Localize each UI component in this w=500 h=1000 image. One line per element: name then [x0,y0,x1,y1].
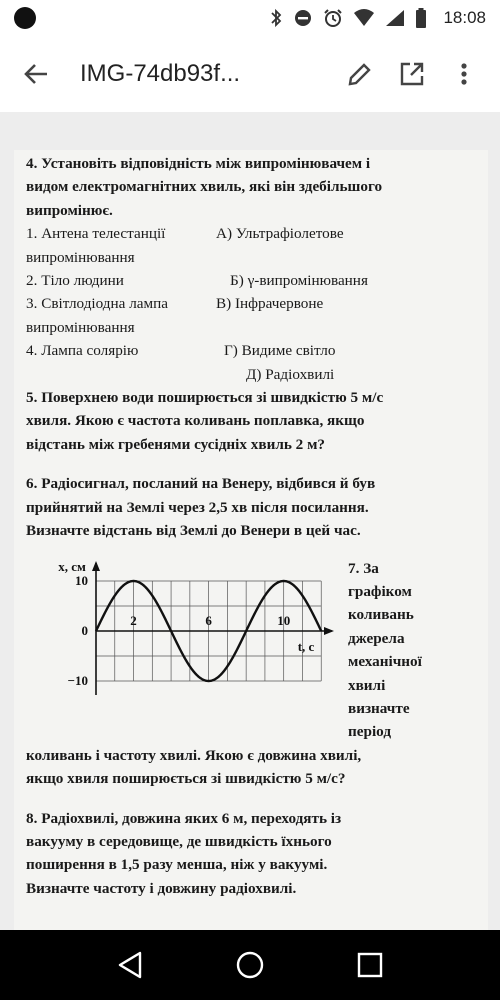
notification-dot-icon [14,7,36,29]
page-title: IMG-74db93f... [80,60,241,87]
triangle-back-icon [117,951,143,979]
nav-back-button[interactable] [110,945,150,985]
y-tick-label: −10 [67,672,88,688]
q4-item-right: В) Інфрачервоне [216,295,324,313]
q5-line: відстань між гребенями сусідніх хвиль 2 м? [26,435,326,453]
q4-item-continuation: випромінювання [26,248,135,266]
nav-recents-button[interactable] [350,945,390,985]
pencil-icon [347,61,373,87]
q7-side-line: визначте [348,699,410,717]
q7-line: коливань і частоту хвилі. Якою є довжина хвилі, [26,746,362,764]
open-in-new-icon [399,61,425,87]
q4-item-right: Д) Радіохвилі [246,365,335,383]
q4-item-right: Б) γ-випромінювання [230,272,368,290]
x-tick-label: 10 [277,612,291,628]
q5-line: хвиля. Якою є частота коливань поплавка, якщо [26,412,365,430]
q6-line: прийнятий на Землі через 2,5 хв після посилання. [26,498,369,516]
more-vert-icon [459,61,469,87]
q4-item-right: А) Ультрафіолетове [216,225,344,243]
wifi-icon [353,9,375,27]
circle-home-icon [235,950,265,980]
open-external-button[interactable] [390,52,434,96]
app-bar [0,36,500,112]
x-tick-label: 2 [130,612,137,628]
q7-side-line: 7. За [348,559,379,577]
q4-item-left: 4. Лампа солярію [26,342,139,360]
x-tick-label: 6 [205,612,212,628]
alarm-icon [323,8,343,28]
q8-line: вакууму в середовище, де швидкість їхнього [26,832,332,850]
worksheet-text [26,152,478,900]
q4-heading-line: випромінює. [26,201,113,219]
edit-button[interactable] [338,52,382,96]
q7-side-line: хвилі [348,676,386,694]
signal-icon [385,9,405,27]
nav-home-button[interactable] [230,945,270,985]
q8-line: поширення в 1,5 разу менша, ніж у вакуумі. [26,856,328,874]
q4-heading-line: видом електромагнітних хвиль, які він здебільшого [26,178,383,196]
y-axis-label: x, см [58,558,86,574]
q7-side-line: коливань [348,606,414,624]
status-bar [0,0,500,36]
arrow-back-icon [23,61,49,87]
q4-item-right: Г) Видиме світло [224,342,336,360]
q7-side-text [338,557,458,744]
q7-side-line: графіком [348,582,412,600]
y-tick-label: 10 [75,572,88,588]
q4-item-left: 2. Тіло людини [26,272,124,290]
x-axis-label: t, с [297,638,315,654]
bluetooth-icon [269,8,283,28]
q7-side-line: період [348,723,391,741]
q6-line: 6. Радіосигнал, посланий на Венеру, відбився й був [26,475,376,493]
q8-line: 8. Радіохвилі, довжина яких 6 м, переходять із [26,809,342,827]
q4-item-left: 1. Антена телестанції [26,225,166,243]
status-time: 18:08 [443,8,486,27]
back-button[interactable] [14,52,58,96]
dnd-icon [293,8,313,28]
q6-line: Визначте відстань від Землі до Венери в цей час. [26,522,361,540]
y-tick-label: 0 [81,622,88,638]
q7-line: якщо хвиля поширюється зі швидкістю 5 м/с? [26,770,346,788]
x-axis-arrow [324,627,334,635]
y-axis-arrow [92,561,100,571]
battery-icon [415,8,427,28]
oscillation-graph [26,557,338,703]
navigation-bar [0,930,500,1000]
q4-item-left: 3. Світлодіодна лампа [26,295,168,313]
q5-line: 5. Поверхнею води поширюється зі швидкістю 5 м/с [26,389,384,407]
more-options-button[interactable] [442,52,486,96]
square-recents-icon [357,952,383,978]
q7-side-line: механічної [348,653,422,671]
q8-line: Визначте частоту і довжину радіохвилі. [26,879,297,897]
q4-heading-line: 4. Установіть відповідність між випромінювачем і [26,155,371,172]
q4-item-continuation: випромінювання [26,318,135,336]
q7-side-line: джерела [348,629,405,647]
